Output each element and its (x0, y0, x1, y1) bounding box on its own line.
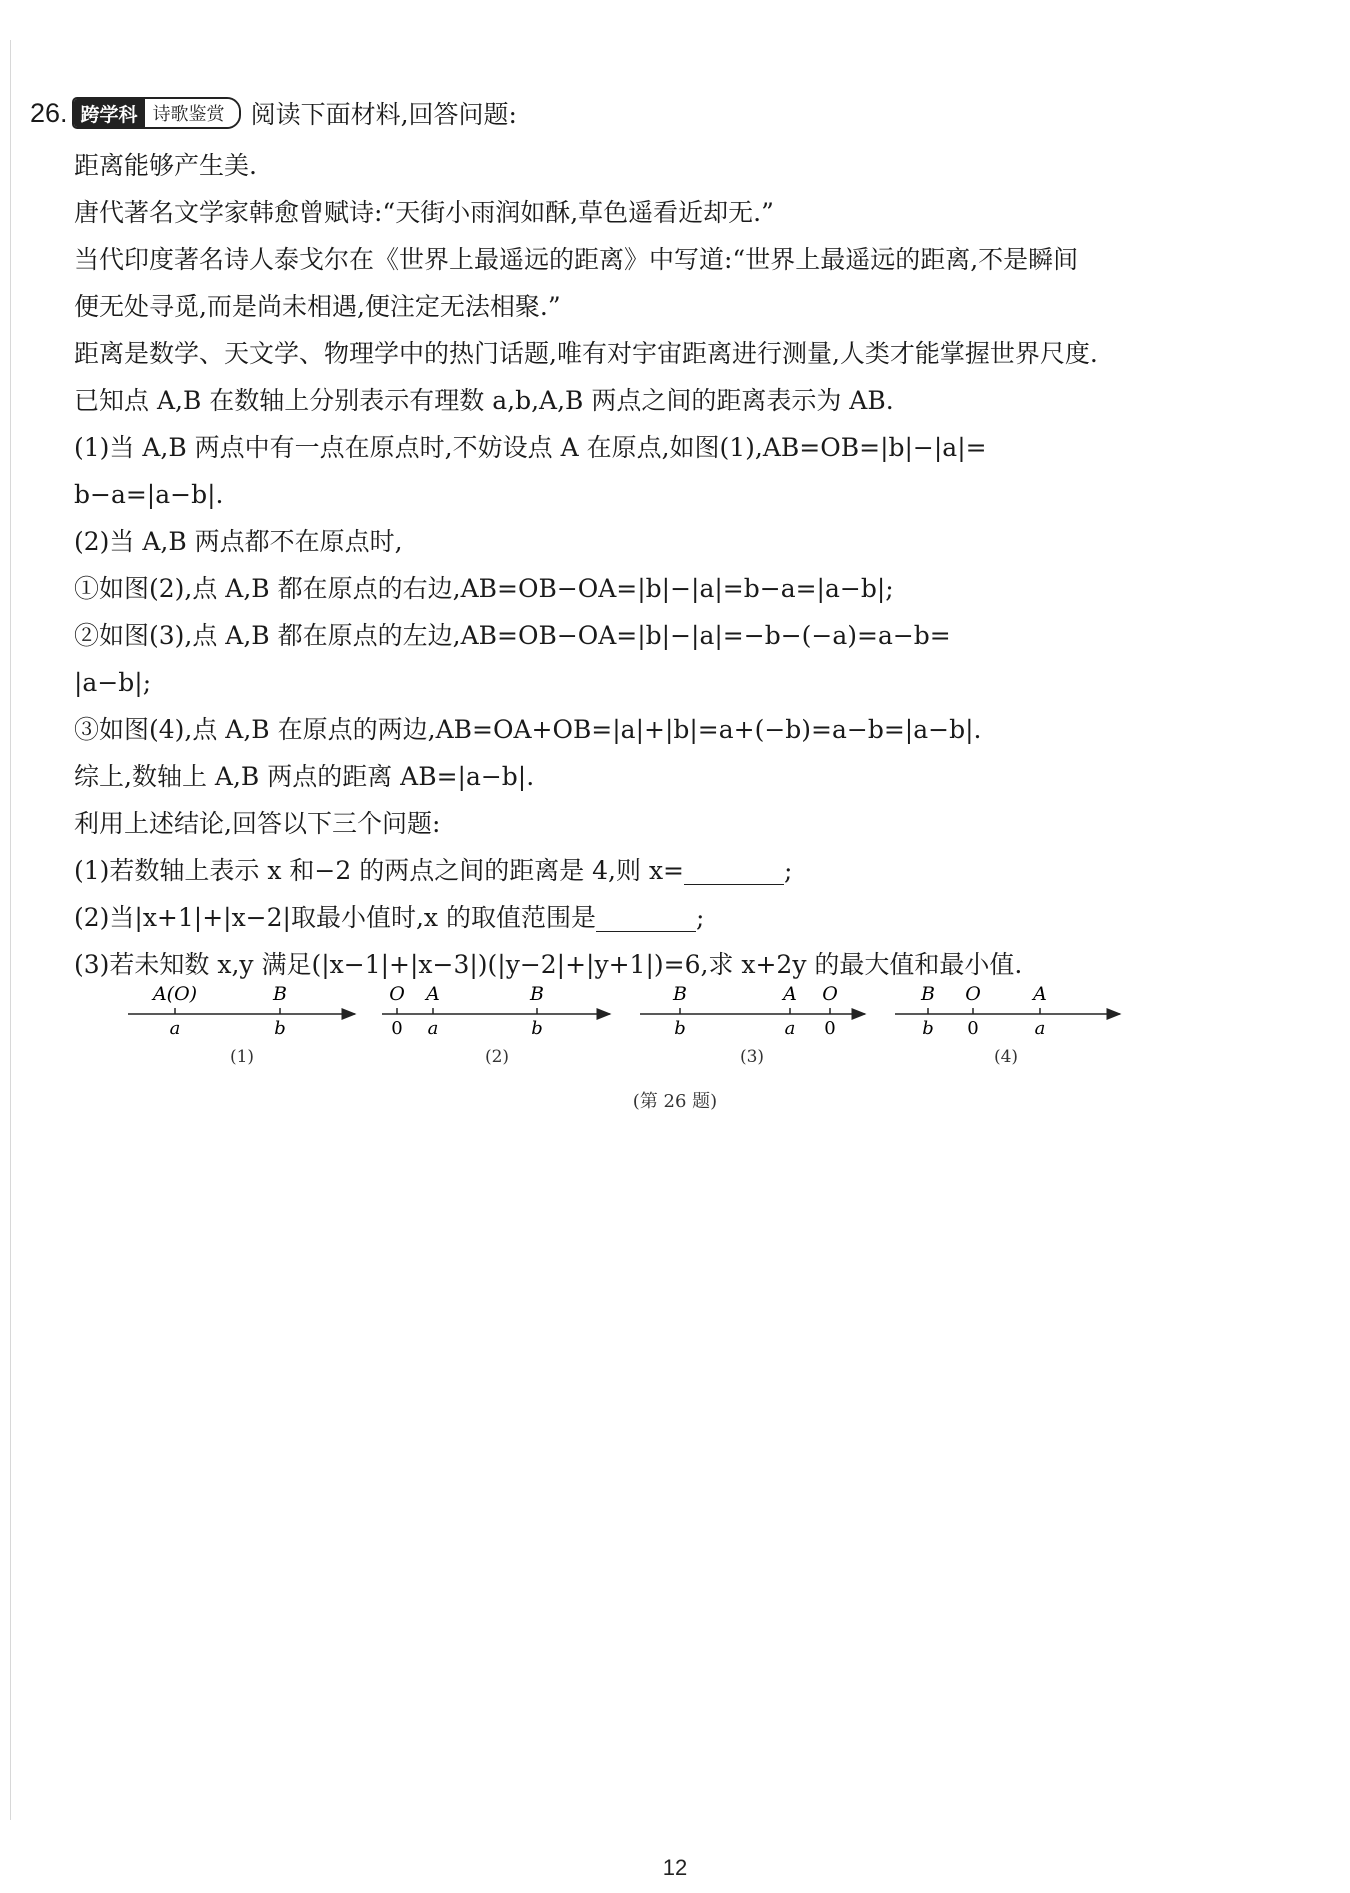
value-label: a (169, 1018, 181, 1039)
value-label: a (784, 1018, 796, 1039)
point-label: B (530, 983, 544, 1005)
page-number: 12 (662, 1855, 688, 1880)
number-line-figure-1 (128, 983, 355, 1067)
value-label: b (674, 1018, 686, 1039)
value-label: a (1034, 1018, 1046, 1039)
number-line-figure-3 (640, 983, 865, 1067)
question-body (74, 142, 1224, 988)
value-label: 0 (391, 1018, 403, 1039)
category-badge (72, 97, 241, 129)
text-line: (2)当|x+1|+|x−2|取最小值时,x 的取值范围是________; (74, 903, 705, 932)
value-label: b (922, 1018, 934, 1039)
text-line: (1)若数轴上表示 x 和−2 的两点之间的距离是 4,则 x=________; (74, 856, 793, 885)
figure-label: (4) (993, 1047, 1019, 1067)
point-label: A(O) (152, 983, 198, 1005)
value-label: 0 (824, 1018, 836, 1039)
value-label: a (427, 1018, 439, 1039)
point-label: A (426, 983, 440, 1005)
point-label: O (822, 983, 838, 1005)
question-intro: 阅读下面材料,回答问题: (250, 100, 517, 129)
margin-line (10, 40, 11, 1820)
text-line: ①如图(2),点 A,B 都在原点的右边,AB=OB−OA=|b|−|a|=b−a=|a−b|; (74, 574, 894, 603)
point-label: B (921, 983, 935, 1005)
question-number: 26. (30, 97, 68, 128)
text-line: (3)若未知数 x,y 满足(|x−1|+|x−3|)(|y−2|+|y+1|)=6,求 x+2y 的最大值和最小值. (74, 950, 1023, 979)
number-line-figure-2 (382, 983, 610, 1067)
text-line: (2)当 A,B 两点都不在原点时, (74, 527, 403, 556)
text-line: ③如图(4),点 A,B 在原点的两边,AB=OA+OB=|a|+|b|=a+(−b)=a−b=|a−b|. (74, 715, 982, 744)
point-label: B (673, 983, 687, 1005)
text-line: 便无处寻觅,而是尚未相遇,便注定无法相聚.” (74, 292, 561, 321)
text-line: |a−b|; (74, 668, 152, 697)
point-label: A (783, 983, 797, 1005)
number-line-figure-4 (895, 983, 1120, 1067)
badge-sub-label: 诗歌鉴赏 (145, 99, 239, 127)
figure-label: (2) (484, 1047, 510, 1067)
figure-label: (1) (229, 1047, 255, 1067)
point-label: B (273, 983, 287, 1005)
text-line: 利用上述结论,回答以下三个问题: (74, 809, 441, 838)
text-line: ②如图(3),点 A,B 都在原点的左边,AB=OB−OA=|b|−|a|=−b−(−a)=a−b= (74, 621, 951, 650)
number-line-figures (120, 980, 1140, 1080)
text-line: 唐代著名文学家韩愈曾赋诗:“天街小雨润如酥,草色遥看近却无.” (74, 198, 774, 227)
text-line: b−a=|a−b|. (74, 480, 224, 509)
text-line: 距离是数学、天文学、物理学中的热门话题,唯有对宇宙距离进行测量,人类才能掌握世界尺度. (74, 339, 1098, 368)
text-line: (1)当 A,B 两点中有一点在原点时,不妨设点 A 在原点,如图(1),AB=OB=|b|−|a|= (74, 433, 987, 462)
figure-caption: (第 26 题) (632, 1091, 718, 1112)
value-label: 0 (967, 1018, 979, 1039)
figure-label: (3) (739, 1047, 765, 1067)
text-line: 已知点 A,B 在数轴上分别表示有理数 a,b,A,B 两点之间的距离表示为 AB. (74, 386, 894, 415)
value-label: b (531, 1018, 543, 1039)
point-label: O (965, 983, 981, 1005)
point-label: A (1033, 983, 1047, 1005)
text-line: 综上,数轴上 A,B 两点的距离 AB=|a−b|. (74, 762, 535, 791)
point-label: O (389, 983, 405, 1005)
question-header (30, 96, 517, 130)
text-line: 当代印度著名诗人泰戈尔在《世界上最遥远的距离》中写道:“世界上最遥远的距离,不是瞬间 (74, 245, 1079, 274)
value-label: b (274, 1018, 286, 1039)
text-line: 距离能够产生美. (74, 151, 257, 180)
badge-main-label: 跨学科 (74, 99, 145, 127)
